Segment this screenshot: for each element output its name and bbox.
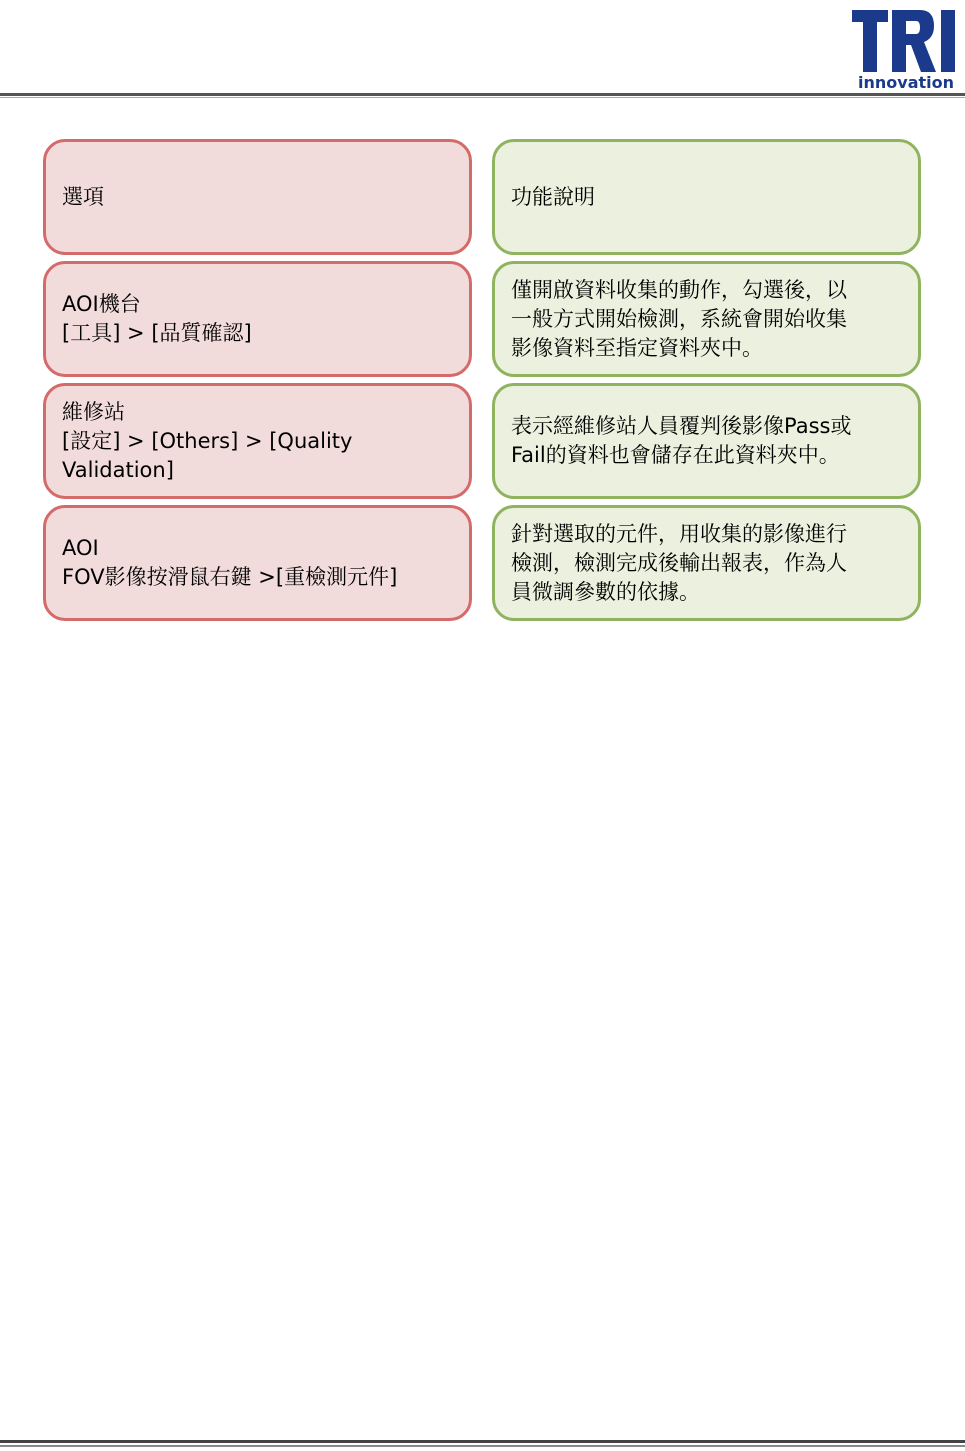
description-header-box	[492, 139, 921, 255]
description-text: 僅開啟資料收集的動作，勾選後，以 一般方式開始檢測，系統會開始收集 影像資料至指定資料夾中。	[511, 277, 847, 360]
option-path: FOV影像按滑鼠右鍵 >[重檢測元件]	[62, 565, 398, 589]
description-text: 針對選取的元件，用收集的影像進行 檢測，檢測完成後輸出報表，作為人 員微調參數的依據。	[511, 521, 847, 604]
description-box-aoi-fov	[492, 505, 921, 621]
description-header: 功能說明	[511, 184, 595, 209]
footer-rule-thin	[0, 1445, 965, 1447]
option-path: [設定] > [Others] > [Quality Validation]	[62, 428, 353, 482]
description-box-aoi-machine	[492, 261, 921, 377]
description-box-repair-station	[492, 383, 921, 499]
header-rule-thin	[0, 97, 965, 98]
header-rule	[0, 93, 965, 96]
tri-logo	[848, 6, 965, 92]
option-box-repair-station	[43, 383, 472, 499]
option-path: [工具] > [品質確認]	[62, 321, 252, 345]
logo-tagline: innovation	[858, 73, 954, 92]
option-header: 選項	[62, 184, 104, 209]
option-header-box	[43, 139, 472, 255]
option-title: AOI	[62, 536, 99, 560]
option-title: 維修站	[62, 399, 125, 424]
option-title: AOI機台	[62, 292, 141, 316]
description-text: 表示經維修站人員覆判後影像Pass或 Fail的資料也會儲存在此資料夾中。	[511, 414, 852, 467]
option-box-aoi-machine	[43, 261, 472, 377]
option-box-aoi-fov	[43, 505, 472, 621]
footer-rule	[0, 1440, 965, 1443]
